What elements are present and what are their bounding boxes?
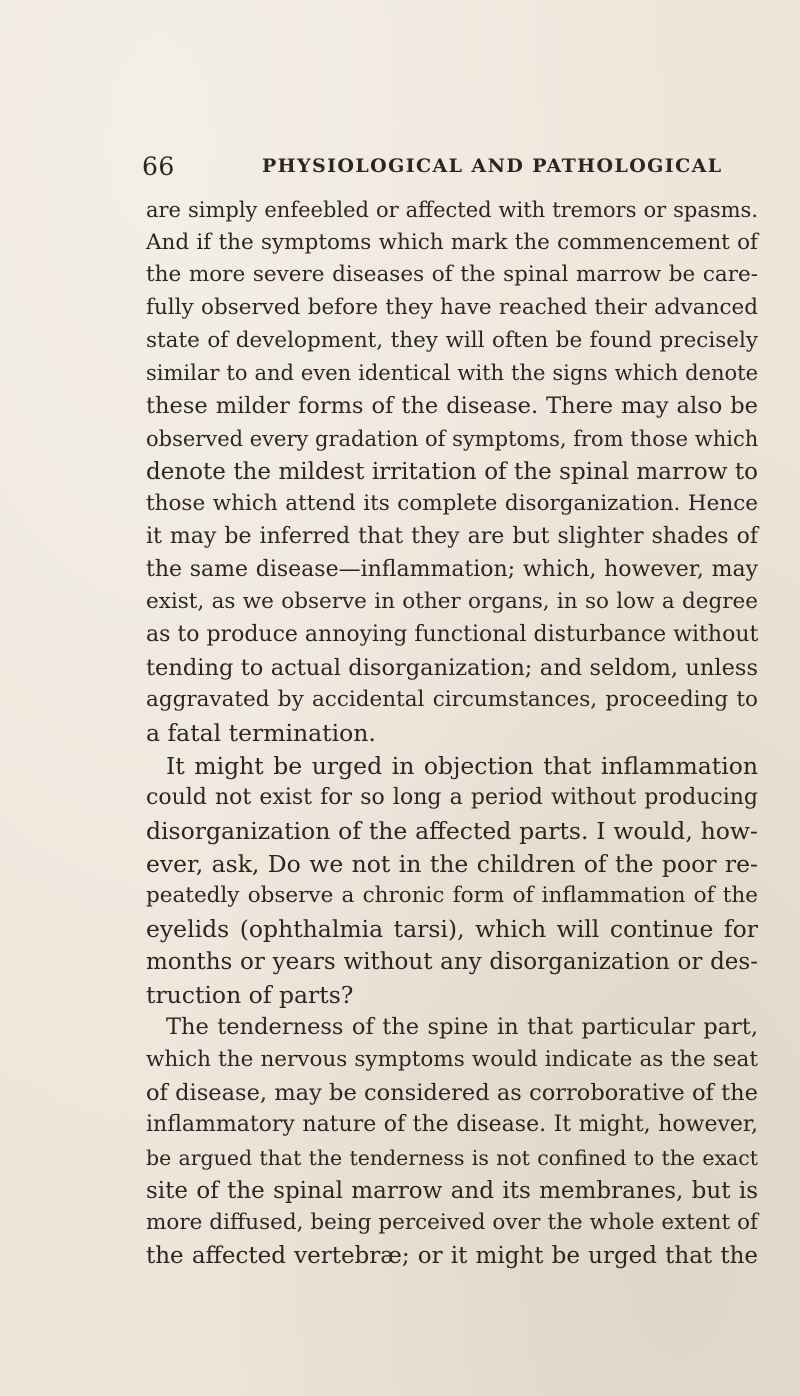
text-line: of disease, may be considered as corroborative of the	[146, 1079, 758, 1106]
text-line: exist, as we observe in other organs, in so low a degree	[146, 589, 758, 615]
text-line: state of development, they will often be found precisely	[146, 327, 758, 353]
running-head	[142, 152, 762, 182]
text-line: are simply enfeebled or affected with tremors or spasms.	[146, 198, 758, 222]
text-line: months or years without any disorganization or des-	[146, 948, 758, 975]
page-number: 66	[142, 152, 175, 181]
text-line: inflammatory nature of the disease. It might, however,	[146, 1112, 758, 1138]
text-line: aggravated by accidental circumstances, proceeding to	[146, 687, 758, 713]
text-line: peatedly observe a chronic form of inflammation of the	[146, 883, 758, 909]
text-line: site of the spinal marrow and its membranes, but is	[146, 1177, 758, 1204]
text-line: It might be urged in objection that inflammation	[166, 751, 758, 780]
text-line: fully observed before they have reached their advanced	[146, 295, 758, 321]
text-line: could not exist for so long a period without producing	[146, 785, 758, 811]
text-line: eyelids (ophthalmia tarsi), which will continue for	[146, 915, 758, 944]
text-line: The tenderness of the spine in that particular part,	[166, 1014, 758, 1041]
text-line: truction of parts?	[146, 980, 354, 1009]
text-line: tending to actual disorganization; and seldom, unless	[146, 654, 758, 681]
text-line: observed every gradation of symptoms, from those which	[146, 426, 759, 451]
text-line: the same disease—inflammation; which, however, may	[146, 556, 758, 582]
text-line: more diffused, being perceived over the whole extent of	[146, 1210, 758, 1236]
text-line: these milder forms of the disease. There may also be	[146, 393, 758, 420]
body-text	[146, 194, 758, 1273]
text-line: a fatal termination.	[146, 719, 376, 747]
text-line: it may be inferred that they are but slighter shades of	[146, 523, 758, 549]
text-line: denote the mildest irritation of the spinal marrow to	[146, 458, 758, 485]
text-line: which the nervous symptoms would indicate as the seat	[146, 1046, 758, 1072]
text-line: disorganization of the affected parts. I would, how-	[146, 817, 758, 846]
paragraph	[146, 194, 758, 750]
text-line: the affected vertebræ; or it might be urged that the	[146, 1243, 758, 1269]
paragraph	[146, 750, 758, 1012]
text-line: ever, ask, Do we not in the children of the poor re-	[146, 849, 758, 878]
text-line: the more severe diseases of the spinal marrow be care-	[146, 262, 758, 288]
text-line: And if the symptoms which mark the commencement of	[146, 229, 758, 255]
running-title: PHYSIOLOGICAL AND PATHOLOGICAL	[262, 155, 723, 177]
text-line: similar to and even identical with the signs which denote	[146, 361, 758, 386]
paragraph	[146, 1011, 758, 1273]
text-line: as to produce annoying functional disturbance without	[146, 621, 759, 647]
text-line: those which attend its complete disorganization. Hence	[146, 491, 758, 517]
text-line: be argued that the tenderness is not confined to the exact	[146, 1145, 758, 1170]
